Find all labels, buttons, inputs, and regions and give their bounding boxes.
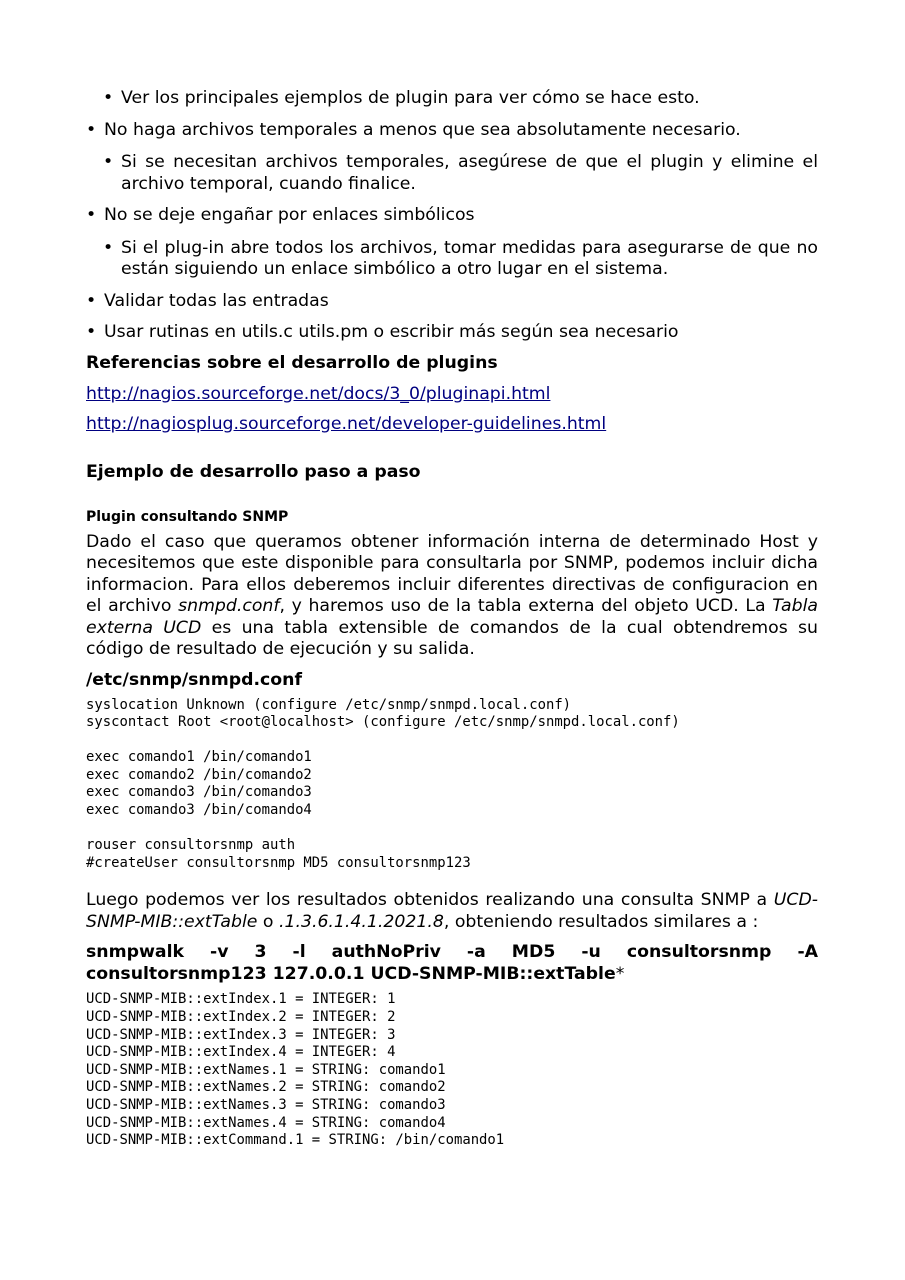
bullet-icon: • <box>86 290 97 311</box>
reference-link-pluginapi[interactable]: http://nagios.sourceforge.net/docs/3_0/pluginapi.html <box>86 383 551 404</box>
config-file-heading: /etc/snmp/snmpd.conf <box>86 669 302 690</box>
list-item: • Validar todas las entradas <box>86 290 329 311</box>
bullet-icon: • <box>103 152 114 172</box>
code-line: exec comando3 /bin/comando3 <box>86 784 312 801</box>
output-line: UCD-SNMP-MIB::extIndex.4 = INTEGER: 4 <box>86 1044 396 1061</box>
guidelines-list <box>86 88 818 344</box>
list-item: • No se deje engañar por enlaces simbólicos <box>86 205 475 225</box>
code-line: #createUser consultorsnmp MD5 consultorsnmp123 <box>86 854 471 871</box>
output-line: UCD-SNMP-MIB::extIndex.3 = INTEGER: 3 <box>86 1026 396 1043</box>
list-item: • Usar rutinas en utils.c utils.pm o escribir más según sea necesario <box>86 322 679 342</box>
output-line: UCD-SNMP-MIB::extNames.3 = STRING: comando3 <box>86 1097 446 1113</box>
list-item: • Si el plug-in abre todos los archivos, tomar medidas para asegurarse de que no están siguiendo un enlace simbólico a otro lugar en el sistema. <box>103 237 818 279</box>
snmpwalk-output-block <box>86 991 818 1149</box>
reference-link-developer-guidelines[interactable]: http://nagiosplug.sourceforge.net/developer-guidelines.html <box>86 413 607 434</box>
bullet-icon: • <box>103 88 114 108</box>
document-page <box>86 86 818 1150</box>
references-heading: Referencias sobre el desarrollo de plugins <box>86 352 498 373</box>
results-paragraph: Luego podemos ver los resultados obtenidos realizando una consulta SNMP a UCD-SNMP-MIB::extTable o .1.3.6.1.4.1.2021.8, obteniendo resultados similares a : <box>86 890 818 932</box>
snmpwalk-command: snmpwalk -v 3 -l authNoPriv -a MD5 -u consultorsnmp -A consultorsnmp123 127.0.0.1 UCD-SNMP-MIB::extTable* <box>86 942 818 984</box>
code-line: rouser consultorsnmp auth <box>86 837 296 854</box>
config-code-block <box>86 697 818 873</box>
output-line: UCD-SNMP-MIB::extNames.4 = STRING: comando4 <box>86 1114 446 1131</box>
oid-emphasis: .1.3.6.1.4.1.2021.8 <box>278 911 444 932</box>
code-line: exec comando3 /bin/comando4 <box>86 802 312 819</box>
output-line: UCD-SNMP-MIB::extIndex.2 = INTEGER: 2 <box>86 1009 396 1026</box>
intro-paragraph: Dado el caso que queramos obtener información interna de determinado Host y necesitemos que este disponible para consultarla por SNMP, podemos incluir dicha informacion. Para ellos deberemos incluir diferentes directivas de configuracion en el archivo snmpd.conf, y haremos uso de la tabla externa del objeto UCD. La Tabla externa UCD es una tabla extensible de comandos de la cual obtendremos su código de resultado de ejecución y su salida. <box>86 531 818 659</box>
code-line: syslocation Unknown (configure /etc/snmp/snmpd.local.conf) <box>86 696 572 713</box>
section-heading-example: Ejemplo de desarrollo paso a paso <box>86 461 421 482</box>
filename-emphasis: snmpd.conf <box>178 596 280 616</box>
list-item: • Ver los principales ejemplos de plugin para ver cómo se hace esto. <box>103 88 700 108</box>
list-item: • No haga archivos temporales a menos que sea absolutamente necesario. <box>86 119 741 140</box>
code-line: exec comando1 /bin/comando1 <box>86 749 312 766</box>
output-line: UCD-SNMP-MIB::extCommand.1 = STRING: /bin/comando1 <box>86 1132 505 1149</box>
output-line: UCD-SNMP-MIB::extNames.1 = STRING: comando1 <box>86 1061 446 1078</box>
subsection-heading-snmp: Plugin consultando SNMP <box>86 508 289 525</box>
bullet-icon: • <box>103 237 114 258</box>
code-line: exec comando2 /bin/comando2 <box>86 766 312 783</box>
output-line: UCD-SNMP-MIB::extNames.2 = STRING: comando2 <box>86 1079 446 1096</box>
output-line: UCD-SNMP-MIB::extIndex.1 = INTEGER: 1 <box>86 991 396 1008</box>
bullet-icon: • <box>86 119 97 140</box>
bullet-icon: • <box>86 322 97 342</box>
list-item: • Si se necesitan archivos temporales, asegúrese de que el plugin y elimine el archivo temporal, cuando finalice. <box>103 152 818 194</box>
bullet-icon: • <box>86 205 97 225</box>
code-line: syscontact Root <root@localhost> (configure /etc/snmp/snmpd.local.conf) <box>86 714 680 731</box>
mib-emphasis: UCD-SNMP-MIB::extTable <box>86 890 818 932</box>
table-emphasis: Tabla externa UCD <box>86 596 818 638</box>
